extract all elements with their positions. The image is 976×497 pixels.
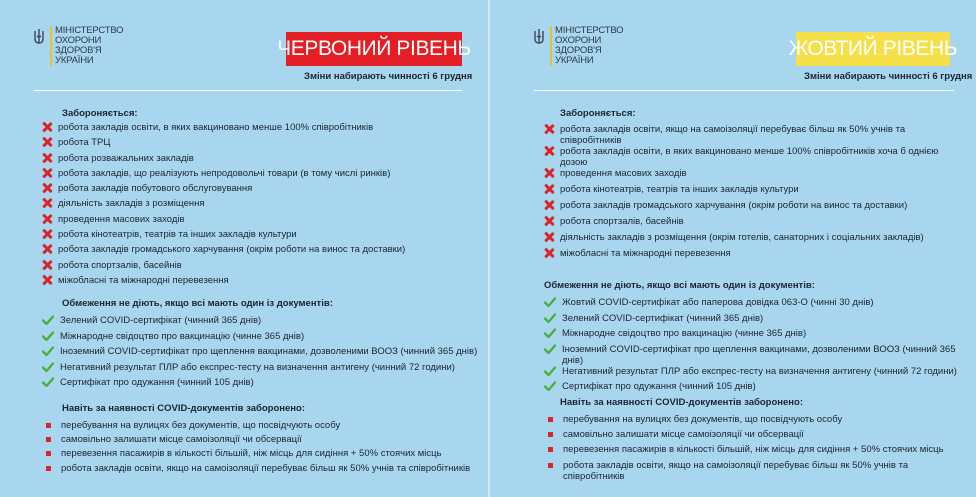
banned-item (544, 184, 954, 200)
item-text: міжобласні та міжнародні перевезення (58, 274, 229, 286)
cross-icon (42, 122, 52, 132)
banned-item (544, 216, 954, 232)
check-icon (544, 366, 556, 376)
banned-section-title: Забороняється: (560, 108, 636, 119)
item-text: робота закладів освіти, якщо на самоізоляції перебуває більш як 50% учнів та співробітників (61, 462, 471, 474)
banned-item (42, 198, 482, 213)
item-text: перебування на вулицях без документів, що посвідчують особу (563, 414, 843, 425)
ministry-line: ЗДОРОВ'Я (555, 45, 602, 56)
cross-icon (42, 183, 52, 193)
header-divider (534, 90, 954, 91)
item-text: перевезення пасажирів в кількості більшій, ніж місць для сидіння + 50% стоячих місць (563, 444, 944, 456)
item-text: самовільно залишати місце самоізоляції чи обсервації (563, 429, 804, 441)
cross-icon (544, 146, 554, 156)
document-item (42, 331, 482, 347)
ministry-name (50, 26, 123, 66)
restriction-item (548, 444, 972, 459)
cross-icon (544, 248, 554, 258)
banned-item (42, 168, 482, 183)
even-with-documents-list (46, 420, 482, 477)
banned-item (42, 122, 482, 137)
ministry-line: МІНІСТЕРСТВО (555, 25, 624, 36)
item-text: робота розважальних закладів (58, 152, 194, 164)
item-text: робота закладів громадського харчування (окрім роботи на винос та доставки) (58, 244, 406, 256)
cross-icon (42, 260, 52, 270)
banned-list (42, 122, 482, 290)
item-text: Іноземний COVID-сертифікат про щеплення вакцинами, дозволеними ВООЗ (чинний 365 днів) (60, 346, 478, 357)
restriction-item (548, 414, 972, 429)
item-text: робота закладів, що реалізують непродовольчі товари (в тому числі ринків) (58, 167, 391, 179)
item-text: Міжнародне свідоцтво про вакцинацію (чинне 365 днів) (562, 328, 807, 340)
even-with-documents-title: Навіть за наявності COVID-документів заборонено: (62, 403, 306, 414)
banned-item (42, 214, 482, 229)
cross-icon (42, 137, 52, 147)
header-divider (34, 90, 462, 91)
yellow-level-panel (490, 0, 976, 497)
banned-item (544, 200, 954, 216)
ministry-logo (34, 26, 123, 66)
square-bullet-icon (548, 447, 553, 452)
square-bullet-icon (46, 437, 51, 442)
restriction-item (46, 448, 482, 462)
check-icon (544, 328, 556, 338)
item-text: робота закладів освіти, якщо на самоізоляції перебуває більш як 50% учнів та співробітників (560, 124, 906, 146)
banned-item (544, 124, 954, 146)
check-icon (544, 313, 556, 323)
trident-icon (534, 28, 544, 46)
documents-list (42, 315, 482, 393)
item-text: проведення масових заходів (560, 168, 687, 179)
even-with-documents-list (548, 414, 972, 482)
check-icon (42, 315, 54, 325)
cross-icon (42, 153, 52, 163)
item-text: Міжнародне свідоцтво про вакцинацію (чинне 365 днів) (60, 330, 305, 342)
document-item (544, 313, 970, 329)
document-item (42, 362, 482, 378)
document-item (42, 315, 482, 331)
banned-section-title: Забороняється: (62, 108, 138, 119)
item-text: робота закладів освіти, в яких вакциновано менше 100% співробітників хоча б однією дозою (560, 146, 939, 168)
cross-icon (42, 214, 52, 224)
cross-icon (544, 216, 554, 226)
item-text: діяльність закладів з розміщення (окрім готелів, санаторних і соціальних закладів) (560, 232, 924, 243)
restriction-item (46, 434, 482, 448)
banned-item (42, 137, 482, 152)
document-item (544, 344, 970, 366)
cross-icon (42, 275, 52, 285)
cross-icon (544, 184, 554, 194)
ministry-line: ЗДОРОВ'Я (55, 45, 102, 56)
cross-icon (42, 198, 52, 208)
documents-list (544, 297, 970, 397)
check-icon (42, 362, 54, 372)
panel-header (490, 26, 976, 86)
level-badge: ЧЕРВОНИЙ РІВЕНЬ (286, 32, 462, 66)
cross-icon (544, 232, 554, 242)
item-text: Негативний результат ПЛР або експрес-тесту на визначення антигену (чинний 72 години) (562, 365, 957, 377)
item-text: робота кінотеатрів, театрів та інших закладів культури (58, 229, 297, 241)
banned-item (42, 275, 482, 290)
item-text: робота ТРЦ (58, 137, 111, 149)
documents-section-title: Обмеження не діють, якщо всі мають один із документів: (62, 298, 333, 309)
item-text: перебування на вулицях без документів, що посвідчують особу (61, 420, 341, 431)
ministry-line: МІНІСТЕРСТВО (55, 25, 124, 36)
cross-icon (42, 168, 52, 178)
banned-list (544, 124, 954, 264)
item-text: робота закладів освіти, якщо на самоізоляції перебуває більш як 50% учнів та співробітників (563, 459, 909, 482)
check-icon (544, 297, 556, 307)
item-text: робота спортзалів, басейнів (560, 216, 684, 227)
check-icon (544, 381, 556, 391)
banned-item (544, 248, 954, 264)
item-text: міжобласні та міжнародні перевезення (560, 248, 731, 259)
ministry-logo (534, 26, 623, 66)
level-badge: ЖОВТИЙ РІВЕНЬ (796, 32, 950, 66)
banned-item (544, 146, 954, 168)
item-text: Сертифікат про одужання (чинний 105 днів) (60, 377, 254, 388)
documents-section-title: Обмеження не діють, якщо всі мають один із документів: (544, 280, 815, 291)
check-icon (42, 346, 54, 356)
effective-date-note: Зміни набирають чинності 6 грудня (304, 71, 473, 82)
banned-item (42, 153, 482, 168)
square-bullet-icon (548, 417, 553, 422)
ministry-line: УКРАЇНИ (555, 55, 594, 66)
document-item (544, 328, 970, 344)
restriction-item (46, 463, 482, 477)
square-bullet-icon (46, 466, 51, 471)
ministry-line: УКРАЇНИ (55, 55, 94, 66)
item-text: Зелений COVID-сертифікат (чинний 365 днів) (562, 312, 764, 324)
item-text: діяльність закладів з розміщення (58, 198, 205, 210)
banned-item (42, 244, 482, 259)
banned-item (42, 229, 482, 244)
cross-icon (42, 244, 52, 254)
item-text: Негативний результат ПЛР або експрес-тесту на визначення антигену (чинний 72 години) (60, 361, 455, 373)
check-icon (42, 377, 54, 387)
even-with-documents-title: Навіть за наявності COVID-документів заборонено: (560, 397, 804, 408)
cross-icon (544, 124, 554, 134)
banned-item (544, 168, 954, 184)
square-bullet-icon (548, 463, 553, 468)
cross-icon (544, 168, 554, 178)
item-text: проведення масових заходів (58, 213, 185, 225)
square-bullet-icon (548, 432, 553, 437)
panel-header (0, 26, 488, 86)
cross-icon (544, 200, 554, 210)
item-text: робота кінотеатрів, театрів та інших закладів культури (560, 184, 799, 195)
item-text: робота закладів побутового обслуговування (58, 183, 253, 195)
item-text: робота спортзалів, басейнів (58, 259, 182, 271)
restriction-item (548, 429, 972, 444)
check-icon (42, 331, 54, 341)
cross-icon (42, 229, 52, 239)
item-text: робота закладів освіти, в яких вакциновано менше 100% співробітників (58, 122, 374, 133)
item-text: самовільно залишати місце самоізоляції чи обсервації (61, 434, 302, 446)
document-item (544, 381, 970, 397)
document-item (42, 346, 482, 362)
check-icon (544, 344, 556, 354)
restriction-item (46, 420, 482, 434)
ministry-line: ОХОРОНИ (555, 35, 602, 46)
document-item (544, 297, 970, 313)
document-item (544, 366, 970, 382)
trident-icon (34, 28, 44, 46)
item-text: робота закладів громадського харчування (окрім роботи на винос та доставки) (560, 200, 908, 211)
item-text: Жовтий COVID-сертифікат або паперова довідка 063-О (чинні 30 днів) (562, 297, 874, 308)
square-bullet-icon (46, 423, 51, 428)
banned-item (42, 183, 482, 198)
effective-date-note: Зміни набирають чинності 6 грудня (804, 71, 973, 82)
banned-item (544, 232, 954, 248)
item-text: Сертифікат про одужання (чинний 105 днів) (562, 381, 756, 393)
document-item (42, 377, 482, 393)
banned-item (42, 260, 482, 275)
ministry-line: ОХОРОНИ (55, 35, 102, 46)
item-text: перевезення пасажирів в кількості більшій, ніж місць для сидіння + 50% стоячих місць (61, 448, 442, 460)
restriction-item (548, 460, 972, 482)
item-text: Іноземний COVID-сертифікат про щеплення вакцинами, дозволеними ВООЗ (чинний 365 днів) (562, 343, 956, 366)
item-text: Зелений COVID-сертифікат (чинний 365 днів) (60, 315, 262, 326)
square-bullet-icon (46, 451, 51, 456)
ministry-name (550, 26, 623, 66)
